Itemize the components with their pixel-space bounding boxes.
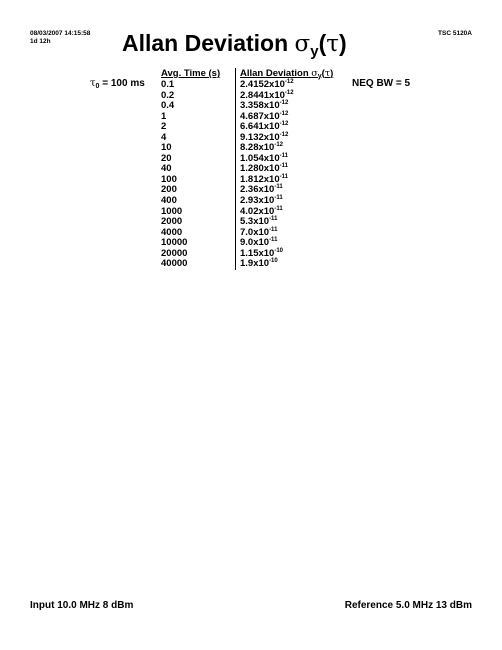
deviation-mantissa: 6.641x10 <box>240 121 280 133</box>
deviation-exponent: -11 <box>269 237 278 244</box>
deviation-exponent: -11 <box>279 173 288 180</box>
deviation-mantissa: 1.280x10 <box>240 163 280 175</box>
deviation-exponent: -11 <box>274 205 283 212</box>
deviation-mantissa: 9.132x10 <box>240 131 280 143</box>
deviation-mantissa: 8.28x10 <box>240 142 275 154</box>
deviation-mantissa: 1.15x10 <box>240 247 275 259</box>
duration: 1d 12h <box>30 38 51 45</box>
avg-time-cell: 4 <box>161 133 236 144</box>
title-subscript: y <box>310 43 319 60</box>
instrument-id: TSC 5120A <box>438 30 472 37</box>
allan-deviation-header-subscript: y <box>317 73 322 80</box>
deviation-mantissa: 7.0x10 <box>240 226 270 238</box>
deviation-exponent: -10 <box>274 247 284 254</box>
deviation-mantissa: 9.0x10 <box>240 237 270 249</box>
allan-deviation-header-paren-close: ) <box>330 68 334 79</box>
table-row <box>161 259 333 270</box>
deviation-exponent: -11 <box>274 195 283 202</box>
avg-time-cell: 0.1 <box>161 80 236 91</box>
deviation-mantissa: 3.358x10 <box>240 100 280 112</box>
deviation-exponent: -11 <box>274 184 283 191</box>
deviation-exponent: -11 <box>269 216 278 223</box>
avg-time-cell: 100 <box>161 175 236 186</box>
input-info: Input 10.0 MHz 8 dBm <box>30 600 134 611</box>
allan-deviation-header-text <box>240 68 333 79</box>
reference-info: Reference 5.0 MHz 13 dBm <box>344 600 472 611</box>
avg-time-cell: 0.4 <box>161 101 236 112</box>
deviation-exponent: -12 <box>284 79 294 85</box>
avg-time-cell: 40 <box>161 164 236 175</box>
deviation-mantissa: 2.4152x10 <box>240 79 285 90</box>
avg-time-cell: 1 <box>161 112 236 123</box>
page-title <box>122 28 347 62</box>
title-tau: τ <box>326 31 339 57</box>
timestamp: 08/03/2007 14:15:58 <box>30 30 91 37</box>
avg-time-cell: 2 <box>161 122 236 133</box>
deviation-mantissa: 4.02x10 <box>240 205 275 217</box>
avg-time-cell: 0.2 <box>161 91 236 102</box>
deviation-mantissa: 2.36x10 <box>240 184 275 196</box>
deviation-exponent: -12 <box>279 110 289 117</box>
title-paren-close: ) <box>339 30 347 56</box>
tau0-value: = 100 ms <box>99 78 145 89</box>
deviation-mantissa: 2.93x10 <box>240 195 275 207</box>
title-text: Allan Deviation <box>122 30 295 56</box>
deviation-mantissa: 1.9x10 <box>240 258 270 270</box>
deviation-mantissa: 2.8441x10 <box>240 89 285 101</box>
avg-time-cell: 10000 <box>161 238 236 249</box>
deviation-exponent: -12 <box>274 142 284 149</box>
avg-time-cell: 40000 <box>161 259 236 270</box>
deviation-exponent: -11 <box>269 226 278 233</box>
deviation-exponent: -11 <box>279 152 288 159</box>
deviation-exponent: -11 <box>279 163 288 170</box>
deviation-mantissa: 1.812x10 <box>240 173 280 185</box>
avg-time-cell: 20000 <box>161 249 236 260</box>
avg-time-cell: 1000 <box>161 207 236 218</box>
deviation-exponent: -12 <box>279 131 289 138</box>
deviation-exponent: -12 <box>279 121 289 128</box>
avg-time-cell: 4000 <box>161 228 236 239</box>
avg-time-cell: 2000 <box>161 217 236 228</box>
tau0-label <box>90 78 145 91</box>
allan-deviation-header-tau: τ <box>324 68 331 79</box>
deviation-mantissa: 5.3x10 <box>240 216 270 228</box>
allan-deviation-header-paren-open: ( <box>321 68 325 79</box>
deviation-exponent: -12 <box>284 89 294 96</box>
avg-time-cell: 400 <box>161 196 236 207</box>
title-paren-open: ( <box>318 30 327 56</box>
table-body <box>161 80 333 270</box>
avg-time-cell: 20 <box>161 154 236 165</box>
neq-bw-label: NEQ BW = 5 <box>352 78 411 89</box>
deviation-exponent: -10 <box>269 258 278 265</box>
title-sigma: σ <box>294 31 311 57</box>
avg-time-cell: 200 <box>161 185 236 196</box>
tau0-symbol: τ <box>90 78 96 89</box>
allan-deviation-header-sigma: σ <box>311 68 318 79</box>
deviation-mantissa: 4.687x10 <box>240 110 280 122</box>
allan-deviation-header-prefix: Allan Deviation <box>240 68 312 79</box>
avg-time-cell: 10 <box>161 143 236 154</box>
deviation-exponent: -12 <box>279 100 289 107</box>
deviation-cell <box>236 259 278 270</box>
tau0-subscript: 0 <box>95 83 100 90</box>
avg-time-header-text: Avg. Time (s) <box>161 68 221 79</box>
allan-deviation-table <box>161 68 333 270</box>
deviation-mantissa: 1.054x10 <box>240 152 280 164</box>
